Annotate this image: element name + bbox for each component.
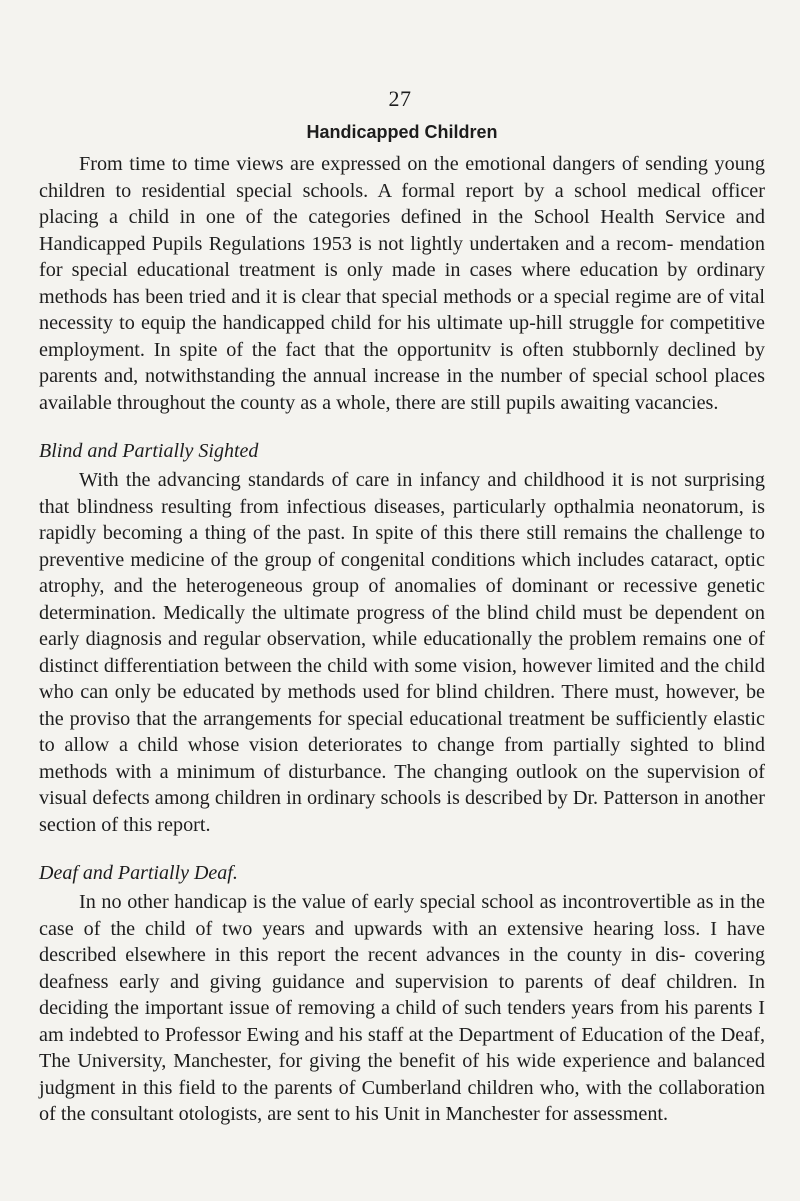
blind-section-paragraph: With the advancing standards of care in infancy and childhood it is not surprising that blindness resulting from infectious diseases, particularly opthalmia neonatorum, is rapidly becoming a thing of the past. In spite of this there still remains the challenge to preventive medicine of the group of congenital conditions which includes cataract, optic atrophy, and the heterogeneous group of anomalies of dominant or recessive genetic determination. Medically the ultimate progress of the blind child must be dependent on early diagnosis and regular observation, while educationally the problem remains one of distinct differentiation between the child with some vision, however limited and the child who can only be educated by methods used for blind children. There must, however, be the proviso that the arrangements for special educational treatment be sufficiently elastic to allow a child whose vision deteriorates to change from partially sighted to blind methods with a minimum of disturbance. The changing outlook on the supervision of visual defects among children in ordinary schools is described by Dr. Patterson in another section of this report. [39,469,765,836]
intro-paragraph: From time to time views are expressed on the emotional dangers of sending young children to residential special schools. A formal report by a school medical officer placing a child in one of the categories defined in the School Health Service and Handicapped Pupils Regulations 1953 is not lightly undertaken and a recom- mendation for special educational treatment is only made in cases where education by ordinary methods has been tried and it is clear that special methods or a special regime are of vital necessity to equip the handicapped child for his ultimate up-hill struggle for competitive employment. In spite of the fact that the opportunitv is often stubbornly declined by parents and, notwithstanding the annual increase in the number of special school places available throughout the county as a whole, there are still pupils awaiting vacancies. [39,153,765,414]
page-title: Handicapped Children [306,122,498,142]
deaf-section-paragraph: In no other handicap is the value of early special school as incontrovertible as in the case of the child of two years and upwards with an extensive hearing loss. I have described elsewhere in this report the recent advances in the county in dis- covering deafness early and giving guidance and supervision to parents of deaf children. In deciding the important issue of removing a child of such tenders years from his parents I am indebted to Professor Ewing and his staff at the Department of Education of the Deaf, The University, Manchester, for giving the benefit of his wide experience and balanced judgment in this field to the parents of Cumberland children who, with the collaboration of the consultant otologists, are sent to his Unit in Manchester for assessment. [39,891,765,1125]
blind-section [39,440,765,838]
intro-section [39,151,765,416]
page-number: 27 [388,86,412,111]
document-page [39,82,765,1128]
deaf-section-heading: Deaf and Partially Deaf. [39,862,238,884]
deaf-section [39,862,765,1128]
blind-section-heading: Blind and Partially Sighted [39,440,259,462]
